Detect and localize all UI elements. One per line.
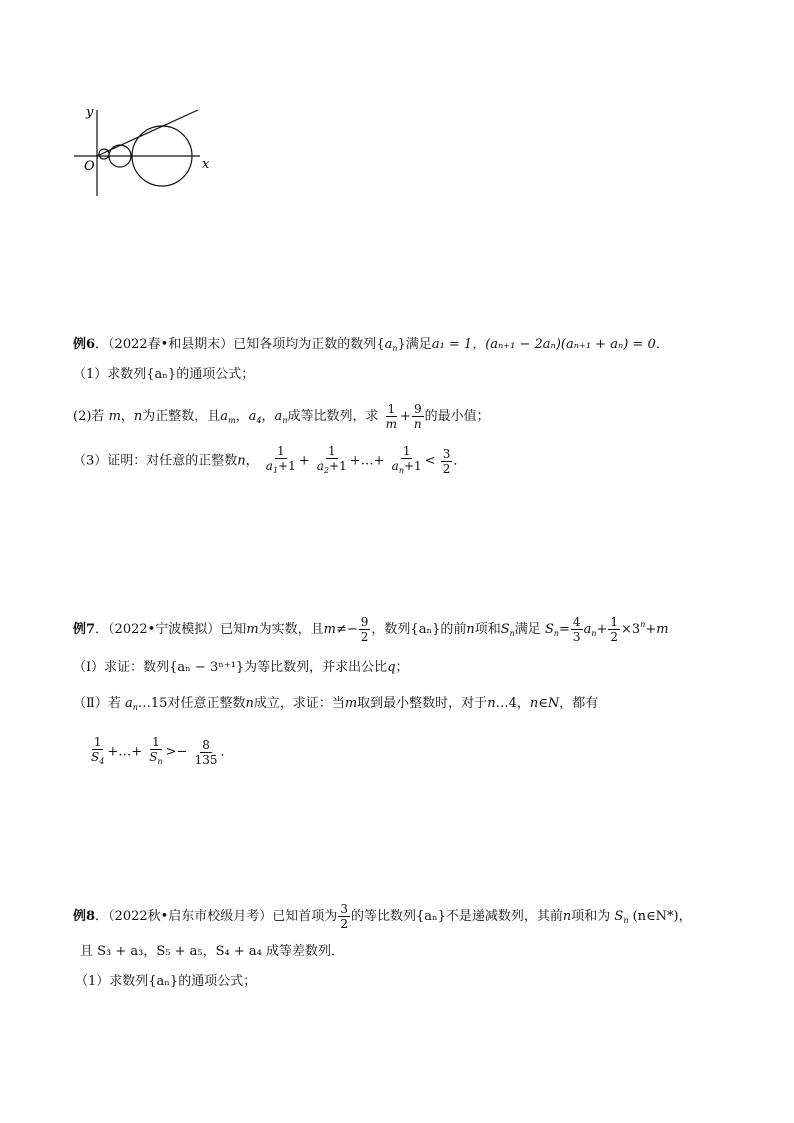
ex7-q2-c: 成立，求证：当 xyxy=(253,696,345,711)
ex8-line2: 且 S₃ + a₃，S₅ + a₅，S₄ + a₄ 成等差数列． xyxy=(80,944,344,959)
ex7-q2-f: ，都有 xyxy=(559,696,599,711)
ex7-t2: ，数列{aₙ}的前 xyxy=(371,622,467,637)
ex8-source: ．（2022秋•启东市校级月考）已知首项为 xyxy=(95,909,338,924)
origin-label: O xyxy=(84,159,95,174)
ex6-q3: （3）证明：对任意的正整数n， $\frac{1}{a_1+1}$ + $\frac{1}{a_2+1}$ +…+ $\frac{1}{a_n+1}$ < $\frac{3}{2}$ ． xyxy=(73,444,467,476)
y-axis-label: y xyxy=(86,105,94,120)
ex8-label: 例8 xyxy=(73,909,96,924)
ex6-q2-mid2: 成等比数列，求 xyxy=(287,409,379,424)
ex7-q2-e: 4， xyxy=(508,696,530,711)
ex6-statement: 例6．（2022春•和县期末）已知各项均为正数的数列$\{a_n\}$满足a₁ = 1，(aₙ₊₁ − 2aₙ)(aₙ₊₁ + aₙ) = 0． xyxy=(73,337,669,353)
ex6-q2-pre: (2)若 xyxy=(73,409,105,424)
ex6-cond: a₁ = 1，(aₙ₊₁ − 2aₙ)(aₙ₊₁ + aₙ) = 0． xyxy=(431,337,669,352)
ex7-source: ．（2022•宁波模拟）已知 xyxy=(95,622,247,637)
ex6-q3-post: ． xyxy=(453,453,467,469)
ex6-q3-pre: （3）证明：对任意的正整数 xyxy=(73,453,238,469)
ex8-t3: (n∈N*)， xyxy=(632,909,692,924)
ex7-q2: （Ⅱ）若 $a_n\dots 15$对任意正整数n成立，求证：当m取到最小整数时，对于n…4，n∈N，都有 xyxy=(73,696,599,712)
ex7-q1-pre: （Ⅰ）求证：数列{aₙ − 3ⁿ⁺¹}为等比数列，并求出公比 xyxy=(73,660,388,675)
ex8-t2: 项和为 xyxy=(571,909,611,924)
tangent-circles-figure xyxy=(70,100,220,200)
ex7-t1: 为实数，且 xyxy=(258,622,324,637)
ex6-cond-text: 满足 xyxy=(405,337,432,352)
ex6-q2: (2)若 m，n为正整数，且$a_m$，$a_4$，$a_n$成等比数列，求 $\frac{1}{m}$ + $\frac{9}{n}$ 的最小值； xyxy=(73,402,490,431)
ex7-q2-a: （Ⅱ）若 xyxy=(73,696,121,711)
ex6-q1: （1）求数列{aₙ}的通项公式； xyxy=(73,367,255,382)
ex8-statement: 例8．（2022秋•启东市校级月考）已知首项为 $\frac{3}{2}$ 的等比数列{aₙ}不是递减数列，其前n项和为 $S_n$ (n∈N*)， xyxy=(73,902,692,931)
ex7-statement: 例7．（2022•宁波模拟）已知m为实数，且m≠− $\frac{9}{2}$ ，数列{aₙ}的前n项和$S_n$满足 $S_n=$ $\frac{4}{3}$ $a_n+$ $\frac{1}{2}$ $\times 3^n+m$ xyxy=(73,615,669,644)
ex7-label: 例7 xyxy=(73,622,96,637)
ex8-q1: （1）求数列{aₙ}的通项公式； xyxy=(75,974,257,989)
x-axis-label: x xyxy=(202,157,210,172)
ex7-q1: （Ⅰ）求证：数列{aₙ − 3ⁿ⁺¹}为等比数列，并求出公比q； xyxy=(73,660,409,675)
ex7-t3: 项和 xyxy=(474,622,501,637)
ex8-t1: 的等比数列{aₙ}不是递减数列，其前 xyxy=(350,909,563,924)
ex7-inequality: $\frac{1}{S_4}$ +…+ $\frac{1}{S_n}$ >− $\frac{8}{135}$ ． xyxy=(91,735,234,767)
ex6-source: ．（2022春•和县期末）已知各项均为正数的数列 xyxy=(95,337,377,352)
ex6-q2-mid: 为正整数，且 xyxy=(142,409,221,424)
ex7-q2-d: 取到最小整数时，对于 xyxy=(357,696,488,711)
ex6-q2-post: 的最小值； xyxy=(424,409,490,424)
ex7-q1-post: ； xyxy=(395,660,409,675)
ex7-q2-b: 15对任意正整数 xyxy=(150,696,246,711)
ex6-label: 例6 xyxy=(73,337,96,352)
ex7-t4: 满足 xyxy=(514,622,541,637)
